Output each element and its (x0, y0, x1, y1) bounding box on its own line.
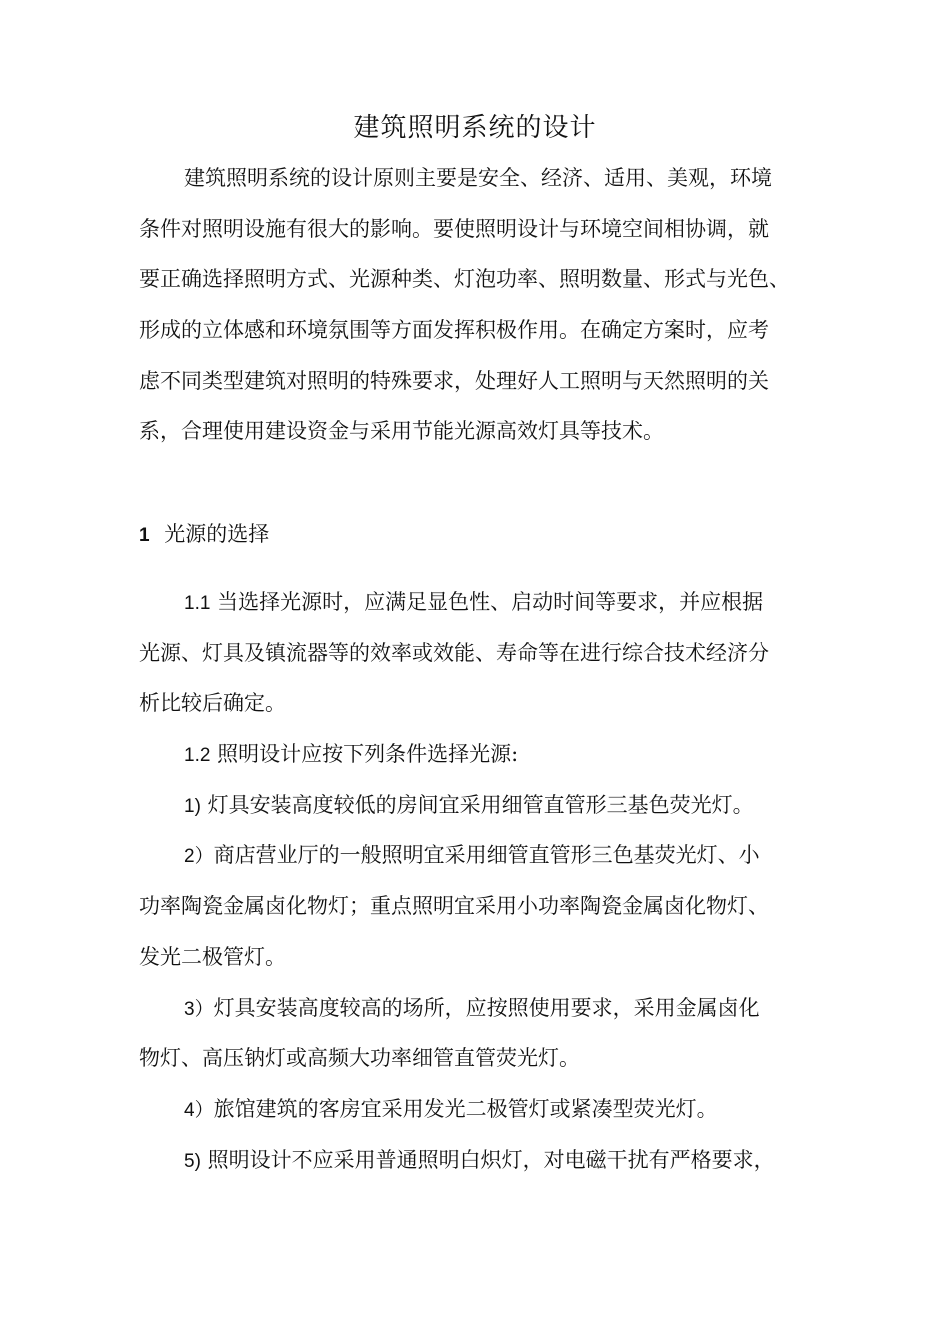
item-number: 2） (184, 846, 214, 868)
body-text: 灯具安装高度较高的场所，应按照使用要求，采用金属卤化 (213, 995, 760, 1020)
intro-line: 形成的立体感和环境氛围等方面发挥积极作用。在确定方案时，应考 (139, 318, 769, 343)
intro-line: 虑不同类型建筑对照明的特殊要求，处理好人工照明与天然照明的关 (139, 368, 769, 393)
item-number: 3） (184, 998, 214, 1020)
body-line (139, 780, 829, 831)
intro-line: 建筑照明系统的设计原则主要是安全、经济、适用、美观，环境 (184, 166, 772, 190)
section-body (139, 577, 829, 1185)
body-line: 发光二极管灯。 (139, 944, 286, 969)
clause-number: 1.1 (184, 593, 211, 614)
body-text: 当选择光源时，应满足显色性、启动时间等要求，并应根据 (217, 590, 764, 614)
intro-paragraph (139, 153, 829, 457)
body-line: 物灯、高压钠灯或高频大功率细管直管荧光灯。 (139, 1046, 580, 1071)
body-line (139, 983, 829, 1034)
body-line: 功率陶瓷金属卤化物灯；重点照明宜采用小功率陶瓷金属卤化物灯、 (139, 894, 769, 919)
body-text: 灯具安装高度较低的房间宜采用细管直管形三基色荧光灯。 (207, 792, 754, 817)
item-number: 4） (184, 1099, 214, 1121)
body-line (139, 830, 829, 881)
body-text: 照明设计应按下列条件选择光源: (217, 742, 519, 767)
section-heading (139, 514, 269, 556)
intro-line: 系，合理使用建设资金与采用节能光源高效灯具等技术。 (139, 419, 664, 444)
body-line: 析比较后确定。 (139, 691, 286, 716)
body-text: 商店营业厅的一般照明宜采用细管直管形三色基荧光灯、小 (213, 843, 760, 868)
body-text: 照明设计不应采用普通照明白炽灯，对电磁干扰有严格要求， (207, 1147, 775, 1172)
body-line (139, 577, 829, 628)
section-title: 光源的选择 (164, 522, 270, 546)
section-number: 1 (139, 525, 150, 546)
body-line (139, 729, 829, 780)
body-text: 旅馆建筑的客房宜采用发光二极管灯或紧凑型荧光灯。 (213, 1096, 718, 1121)
item-number: 5) (184, 1150, 201, 1172)
clause-number: 1.2 (184, 745, 211, 767)
document-title: 建筑照明系统的设计 (353, 113, 597, 143)
body-line (139, 1135, 829, 1186)
item-number: 1) (184, 795, 201, 817)
body-line: 光源、灯具及镇流器等的效率或效能、寿命等在进行综合技术经济分 (139, 640, 769, 665)
body-line (139, 1084, 829, 1135)
intro-line: 要正确选择照明方式、光源种类、灯泡功率、照明数量、形式与光色、 (139, 267, 790, 292)
intro-line: 条件对照明设施有很大的影响。要使照明设计与环境空间相协调，就 (139, 216, 769, 241)
